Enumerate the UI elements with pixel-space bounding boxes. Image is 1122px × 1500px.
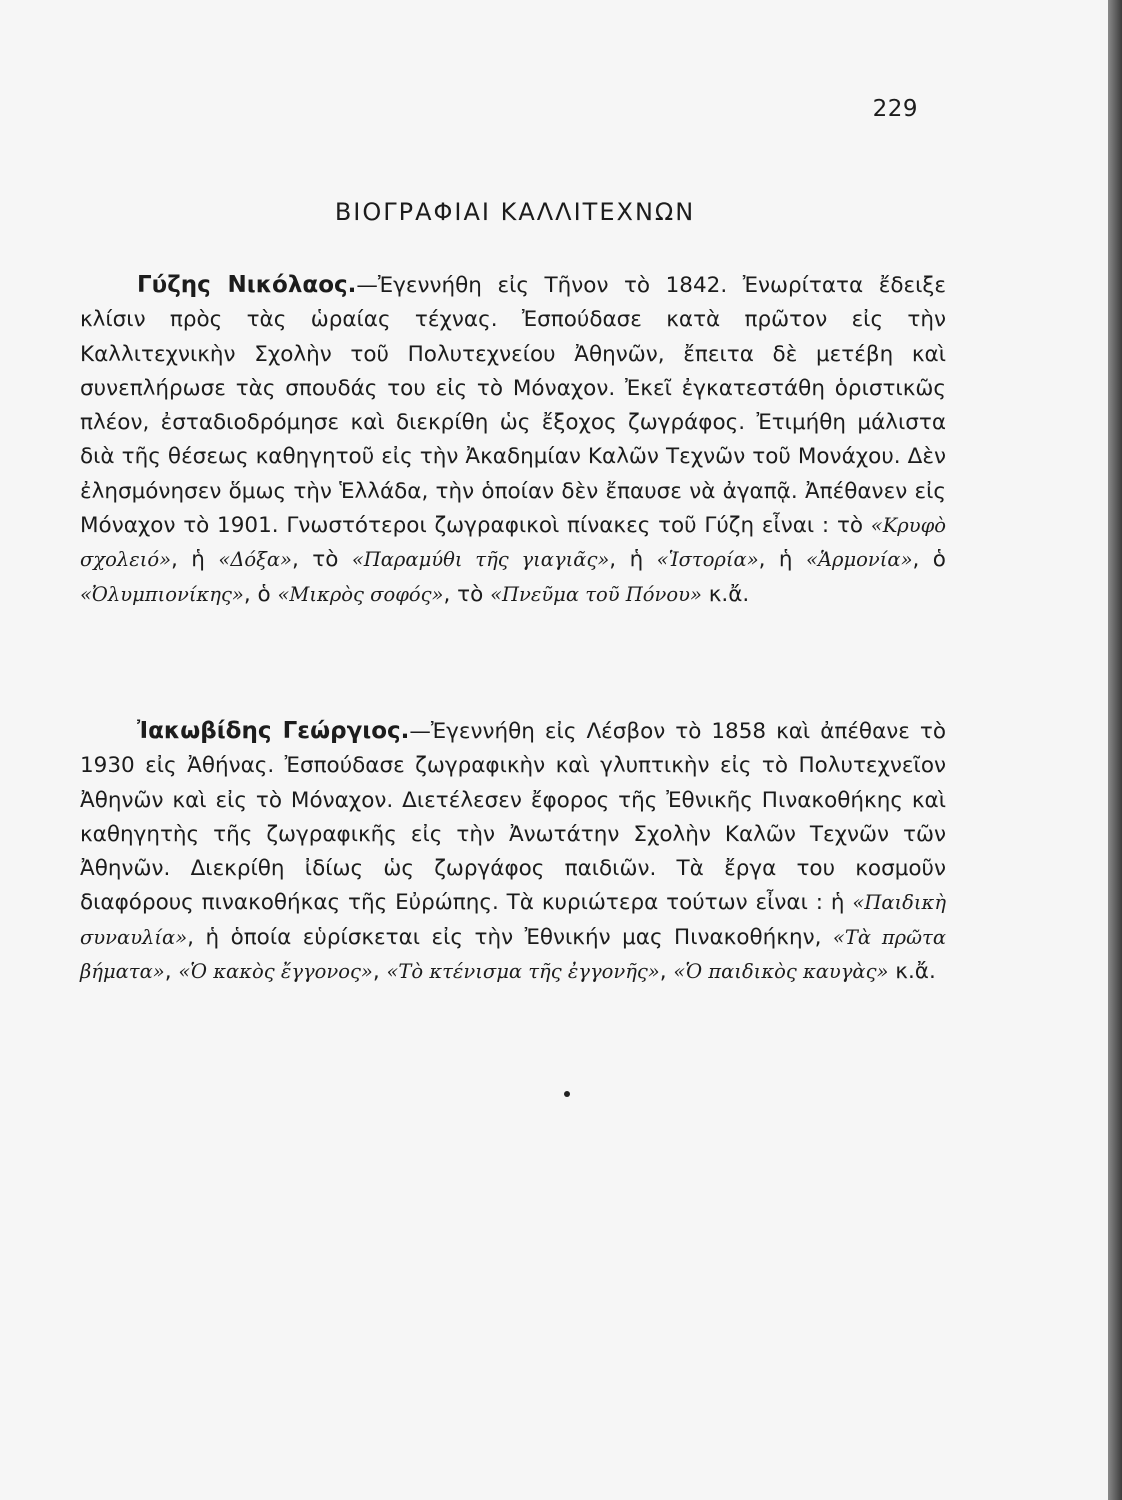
work-prefix: , (659, 959, 674, 985)
biography-text: —Ἐγεννήθη εἰς Λέσβον τὸ 1858 καὶ ἀπέθανε τὸ 1930 εἰς Ἀθήνας. Ἐσπούδασε ζωγραφικὴν καὶ γλυπτικὴν εἰς τὸ Πολυτεχνεῖον Ἀθηνῶν καὶ εἰς τὸ Μόναχον. Διετέλεσεν ἔφορος τῆς Ἐθνικῆς Πινακοθήκης καὶ καθηγητὴς τῆς ζωγραφικῆς εἰς τὴν Ἀνωτάτην Σχολὴν Καλῶν Τεχνῶν τῶν Ἀθηνῶν. Διεκρίθη ἰδίως ὡς ζωργάφος παιδιῶν. Τὰ ἔργα του κοσμοῦν διαφόρους πινακοθήκας τῆς Εὐρώπης. Τὰ κυριώτερα τούτων εἶναι : (80, 719, 946, 916)
artist-name: Γύζης Νικόλαος. (137, 272, 357, 298)
work-prefix: , τὸ (443, 581, 491, 607)
biography-ending: κ.ἄ. (701, 581, 750, 607)
work-title: «Κρυφὸ σχολειό» (80, 514, 947, 572)
work-title: «Τὸ κτένισμα τῆς ἐγγονῆς» (386, 960, 660, 984)
page-edge-shadow (1108, 0, 1122, 1500)
work-title: «Ὁ παιδικὸς καυγὰς» (673, 960, 889, 984)
biography-iakovidis (80, 714, 946, 989)
work-prefix: , ἡ ὁποία εὑρίσκεται εἰς τὴν Ἐθνικήν μας Πινακοθήκην, (187, 924, 833, 950)
work-title: «Ἁρμονία» (806, 548, 913, 572)
biography-text: —Ἐγεννήθη εἰς Τῆνον τὸ 1842. Ἐνωρίτατα ἔδειξε κλίσιν πρὸς τὰς ὡραίας τέχνας. Ἐσπούδασε κατὰ πρῶτον εἰς τὴν Καλλιτεχνικὴν Σχολὴν τοῦ Πολυτεχνείου Ἀθηνῶν, ἔπειτα δὲ μετέβη καὶ συνεπλήρωσε τὰς σπουδάς του εἰς τὸ Μόναχον. Ἐκεῖ ἐγκατεστάθη ὁριστικῶς πλέον, ἐσταδιοδρόμησε καὶ διεκρίθη ὡς ἔξοχος ζωγράφος. Ἐτιμήθη μάλιστα διὰ τῆς θέσεως καθηγητοῦ εἰς τὴν Ἀκαδημίαν Καλῶν Τεχνῶν τοῦ Μονάχου. Δὲν ἐλησμόνησεν ὅμως τὴν Ἑλλάδα, τὴν ὁποίαν δὲν ἔπαυσε νὰ ἀγαπᾷ. Ἀπέθανεν εἰς Μόναχον τὸ 1901. Γνωστότεροι ζωγραφικοὶ πίνακες τοῦ Γύζη εἶναι : (80, 273, 946, 539)
work-prefix: , ἡ (171, 547, 219, 573)
biography-gyzis (80, 268, 946, 612)
biography-ending: κ.ἄ. (888, 959, 936, 985)
work-title: «Ἱστορία» (656, 548, 759, 572)
work-prefix: , ἡ (609, 547, 657, 573)
work-title: «Ὁ κακὸς ἔγγονος» (178, 960, 373, 984)
work-prefix: , ὁ (243, 581, 278, 607)
work-title: «Παραμύθι τῆς γιαγιᾶς» (351, 548, 610, 572)
work-prefix: , τὸ (291, 547, 352, 573)
chapter-title: ΒΙΟΓΡΑΦΙΑΙ ΚΑΛΛΙΤΕΧΝΩΝ (334, 198, 696, 226)
artist-name: Ἰακωβίδης Γεώργιος. (137, 718, 410, 744)
work-prefix: , (164, 959, 179, 985)
work-title: «Δόξα» (218, 548, 292, 572)
work-prefix: τὸ (836, 513, 871, 539)
work-prefix: , (372, 959, 387, 985)
work-prefix: , ἡ (758, 547, 807, 573)
ornament-dot (564, 1091, 570, 1097)
work-prefix: , ὁ (912, 547, 946, 573)
work-title: «Ὀλυμπιονίκης» (80, 582, 244, 606)
work-title: «Παιδικὴ συναυλία» (80, 891, 946, 949)
page-number: 229 (872, 96, 918, 122)
work-title: «Πνεῦμα τοῦ Πόνου» (490, 582, 702, 606)
work-title: «Τὰ πρῶτα βήματα» (80, 925, 946, 984)
work-title: «Μικρὸς σοφός» (277, 582, 444, 606)
work-prefix: ἡ (830, 890, 853, 916)
